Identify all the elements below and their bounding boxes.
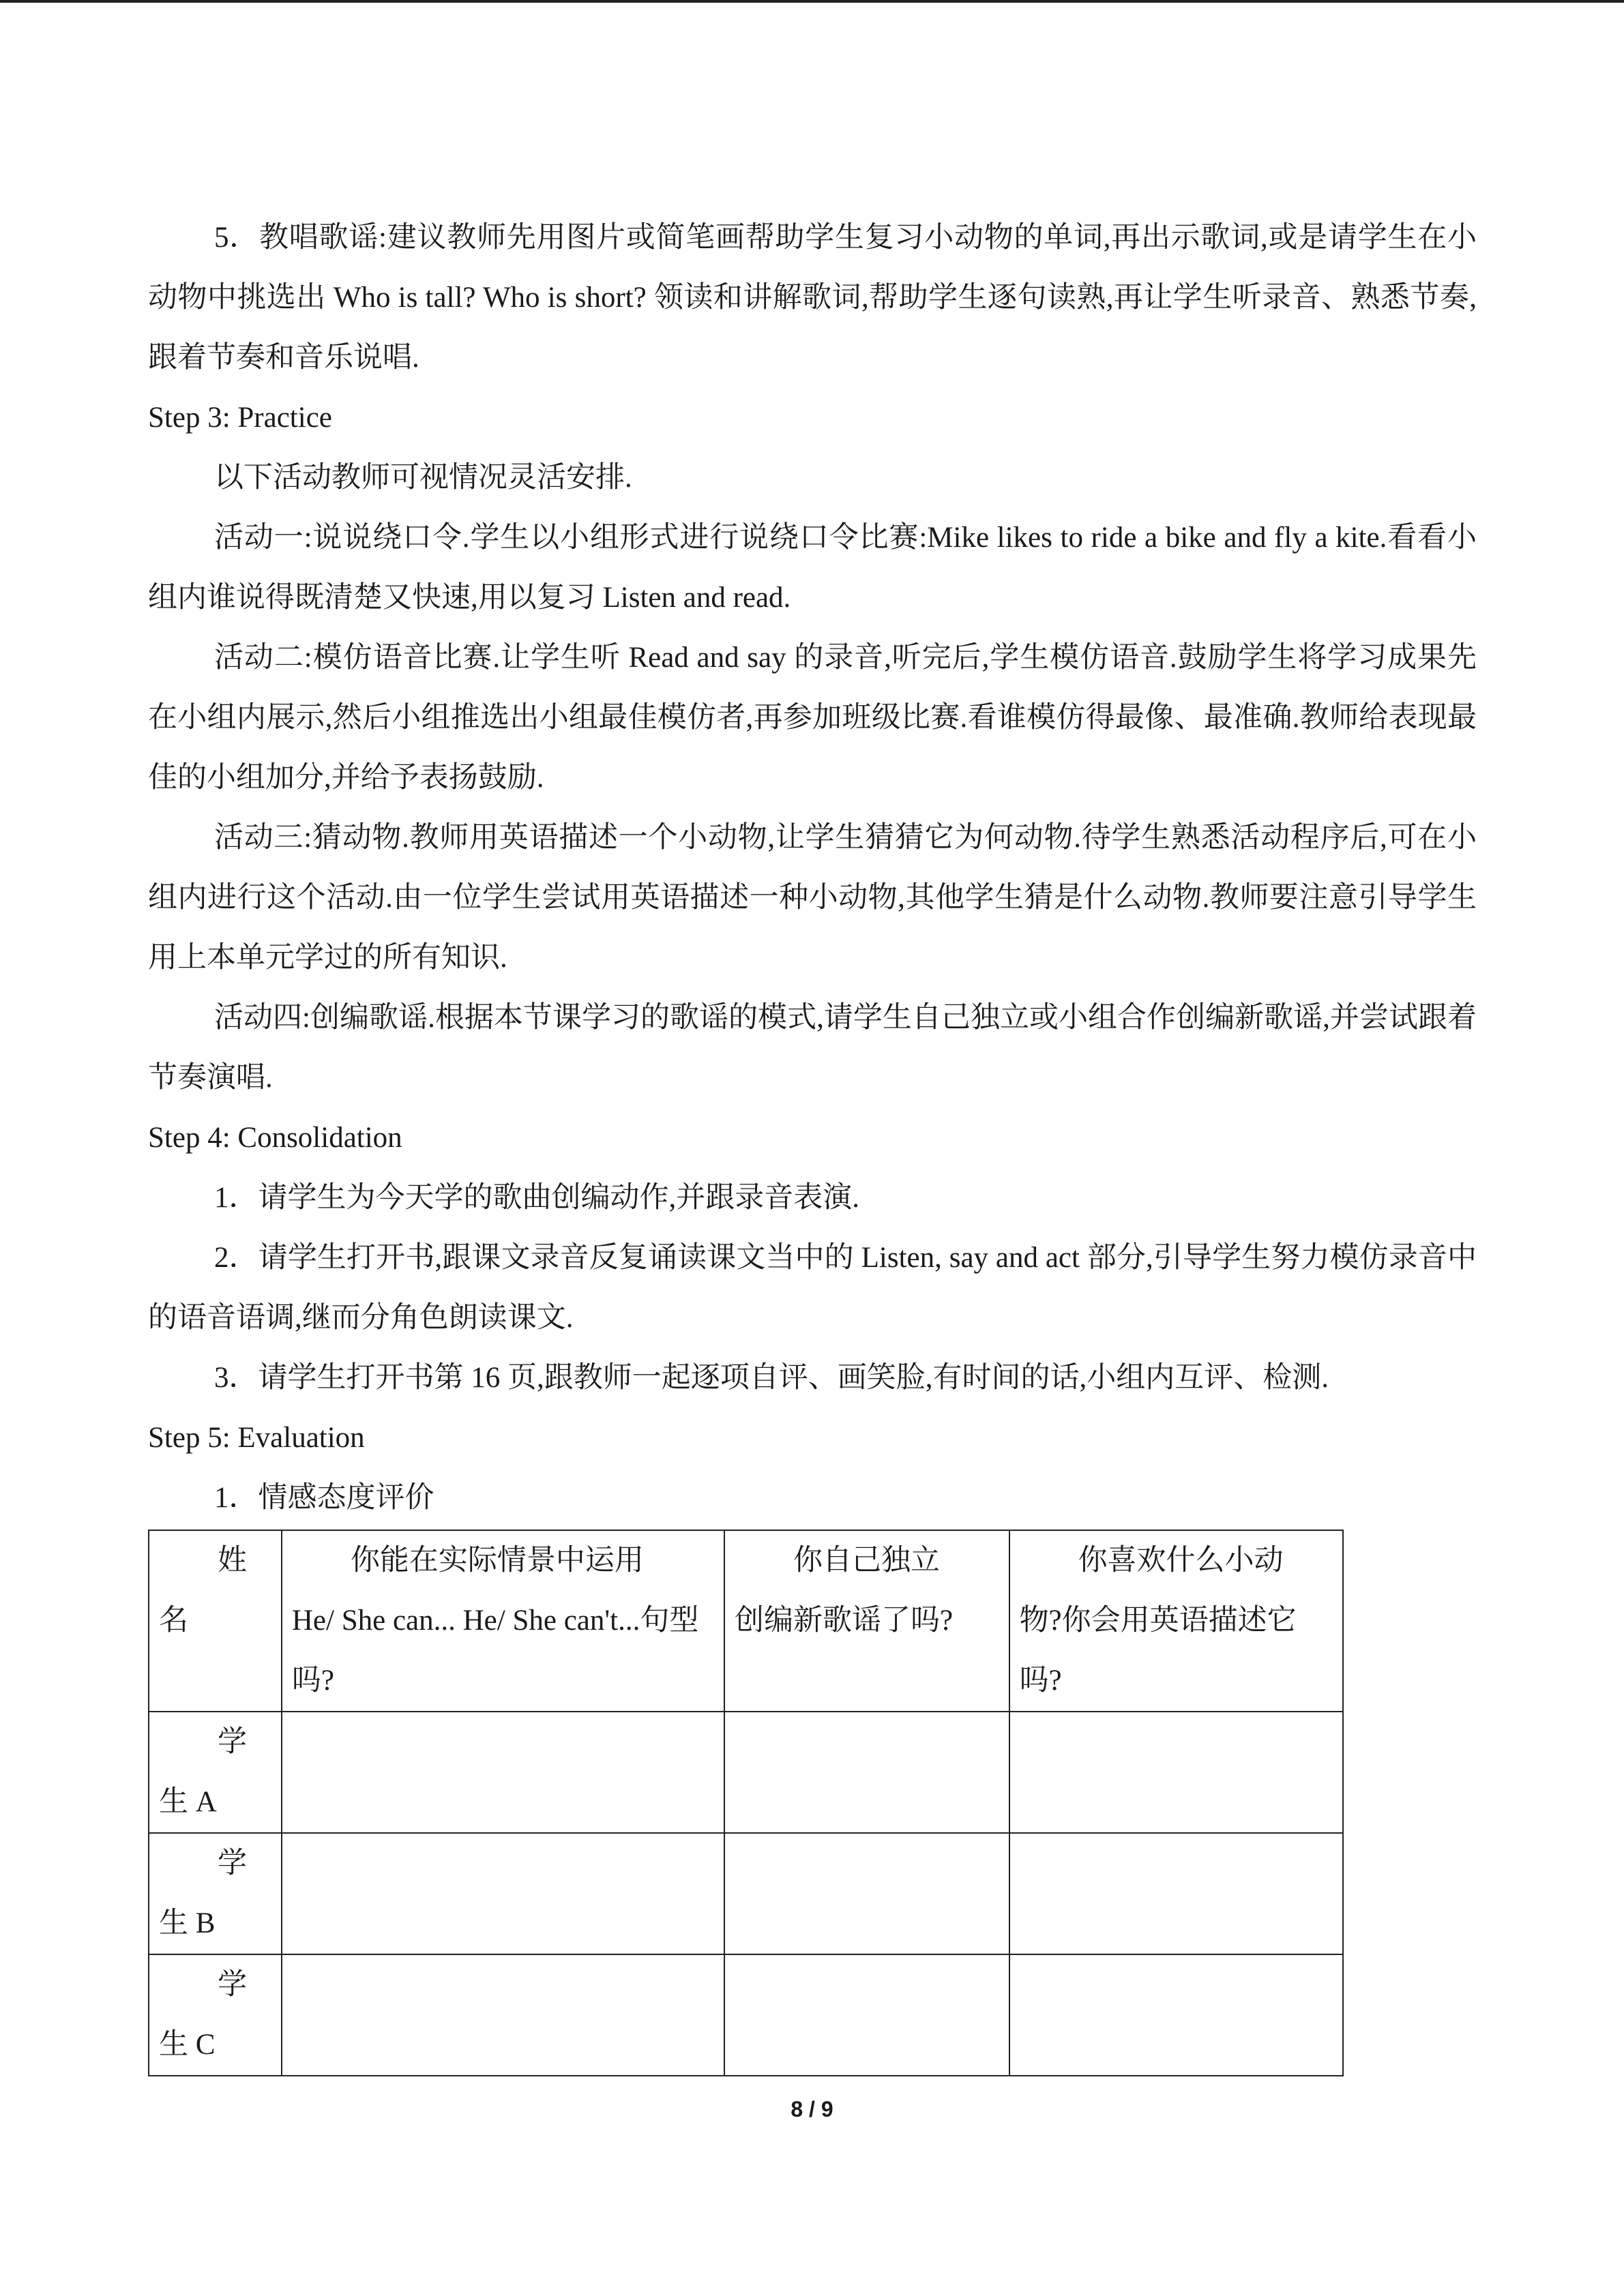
student-a-song-cell[interactable] [724,1712,1009,1833]
table-header-row [149,1530,1343,1712]
student-c-cell [149,1954,282,2076]
step4-item-1: 1．请学生为今天学的歌曲创编动作,并跟录音表演. [214,1182,859,1214]
student-c-line2: 生 C [159,2029,216,2061]
header-name-cell [149,1530,282,1712]
header-name-line2: 名 [159,1605,188,1637]
student-b-line2: 生 B [159,1907,216,1939]
student-a-sentence-cell[interactable] [282,1712,724,1833]
evaluation-table [148,1530,1344,2076]
activity-1: 活动一:说说绕口令.学生以小组形式进行说绕口令比赛:Mike likes to ride a bike and fly a kite.看看小组内谁说得既清楚又快速,用以复习 Listen and read. [148,522,1477,614]
page-number: 8 / 9 [791,2097,833,2121]
step5-item-1: 1．情感态度评价 [214,1482,434,1514]
student-c-song-cell[interactable] [724,1954,1009,2076]
student-a-line2: 生 A [159,1786,217,1818]
step3-intro: 以下活动教师可视情况灵活安排. [214,462,632,494]
student-a-cell [149,1712,282,1833]
step4-item-3: 3．请学生打开书第 16 页,跟教师一起逐项自评、画笑脸,有时间的话,小组内互评、检测. [214,1362,1329,1394]
student-a-animal-cell[interactable] [1009,1712,1343,1833]
header-song-line1: 你自己独立 [793,1545,941,1577]
header-name-line1: 姓 [218,1545,247,1577]
header-animal-cell [1009,1530,1343,1712]
header-sentence-cell [282,1530,724,1712]
step5-heading: Step 5: Evaluation [148,1422,365,1454]
student-a-line1: 学 [218,1726,247,1758]
paragraph-step2-item5: 5．教唱歌谣:建议教师先用图片或简笔画帮助学生复习小动物的单词,再出示歌词,或是请学生在小动物中挑选出 Who is tall? Who is short? 领读和讲解歌词,帮助学生逐句读熟,再让学生听录音、熟悉节奏,跟着节奏和音乐说唱. [148,222,1477,374]
header-song-line2: 创编新歌谣了吗? [735,1605,954,1637]
activity-3: 活动三:猜动物.教师用英语描述一个小动物,让学生猜猜它为何动物.待学生熟悉活动程序后,可在小组内进行这个活动.由一位学生尝试用英语描述一种小动物,其他学生猜是什么动物.教师要注意引导学生用上本单元学过的所有知识. [148,822,1477,974]
student-b-song-cell[interactable] [724,1833,1009,1954]
student-b-cell [149,1833,282,1954]
student-b-line1: 学 [218,1847,247,1879]
header-sentence-line2: He/ She can... He/ She can't...句型吗? [291,1605,699,1697]
table-row [149,1954,1343,2076]
page-top-border [0,0,1624,3]
student-b-animal-cell[interactable] [1009,1833,1343,1954]
step4-item-2: 2．请学生打开书,跟课文录音反复诵读课文当中的 Listen, say and act 部分,引导学生努力模仿录音中的语音语调,继而分角色朗读课文. [148,1242,1477,1334]
header-sentence-line1: 你能在实际情景中运用 [350,1545,644,1577]
student-c-line1: 学 [218,1969,247,2001]
activity-4: 活动四:创编歌谣.根据本节课学习的歌谣的模式,请学生自己独立或小组合作创编新歌谣,并尝试跟着节奏演唱. [148,1002,1477,1094]
activity-2: 活动二:模仿语音比赛.让学生听 Read and say 的录音,听完后,学生模仿语音.鼓励学生将学习成果先在小组内展示,然后小组推选出小组最佳模仿者,再参加班级比赛.看谁模仿得最像、最准确.教师给表现最佳的小组加分,并给予表扬鼓励. [148,642,1477,794]
student-b-sentence-cell[interactable] [282,1833,724,1954]
header-song-cell [724,1530,1009,1712]
student-c-sentence-cell[interactable] [282,1954,724,2076]
document-body [148,208,1477,2076]
header-animal-line2: 物?你会用英语描述它吗? [1019,1605,1297,1697]
header-animal-line1: 你喜欢什么小动 [1078,1545,1284,1577]
step4-heading: Step 4: Consolidation [148,1122,402,1154]
table-row [149,1833,1343,1954]
step3-heading: Step 3: Practice [148,402,332,434]
student-c-animal-cell[interactable] [1009,1954,1343,2076]
table-row [149,1712,1343,1833]
